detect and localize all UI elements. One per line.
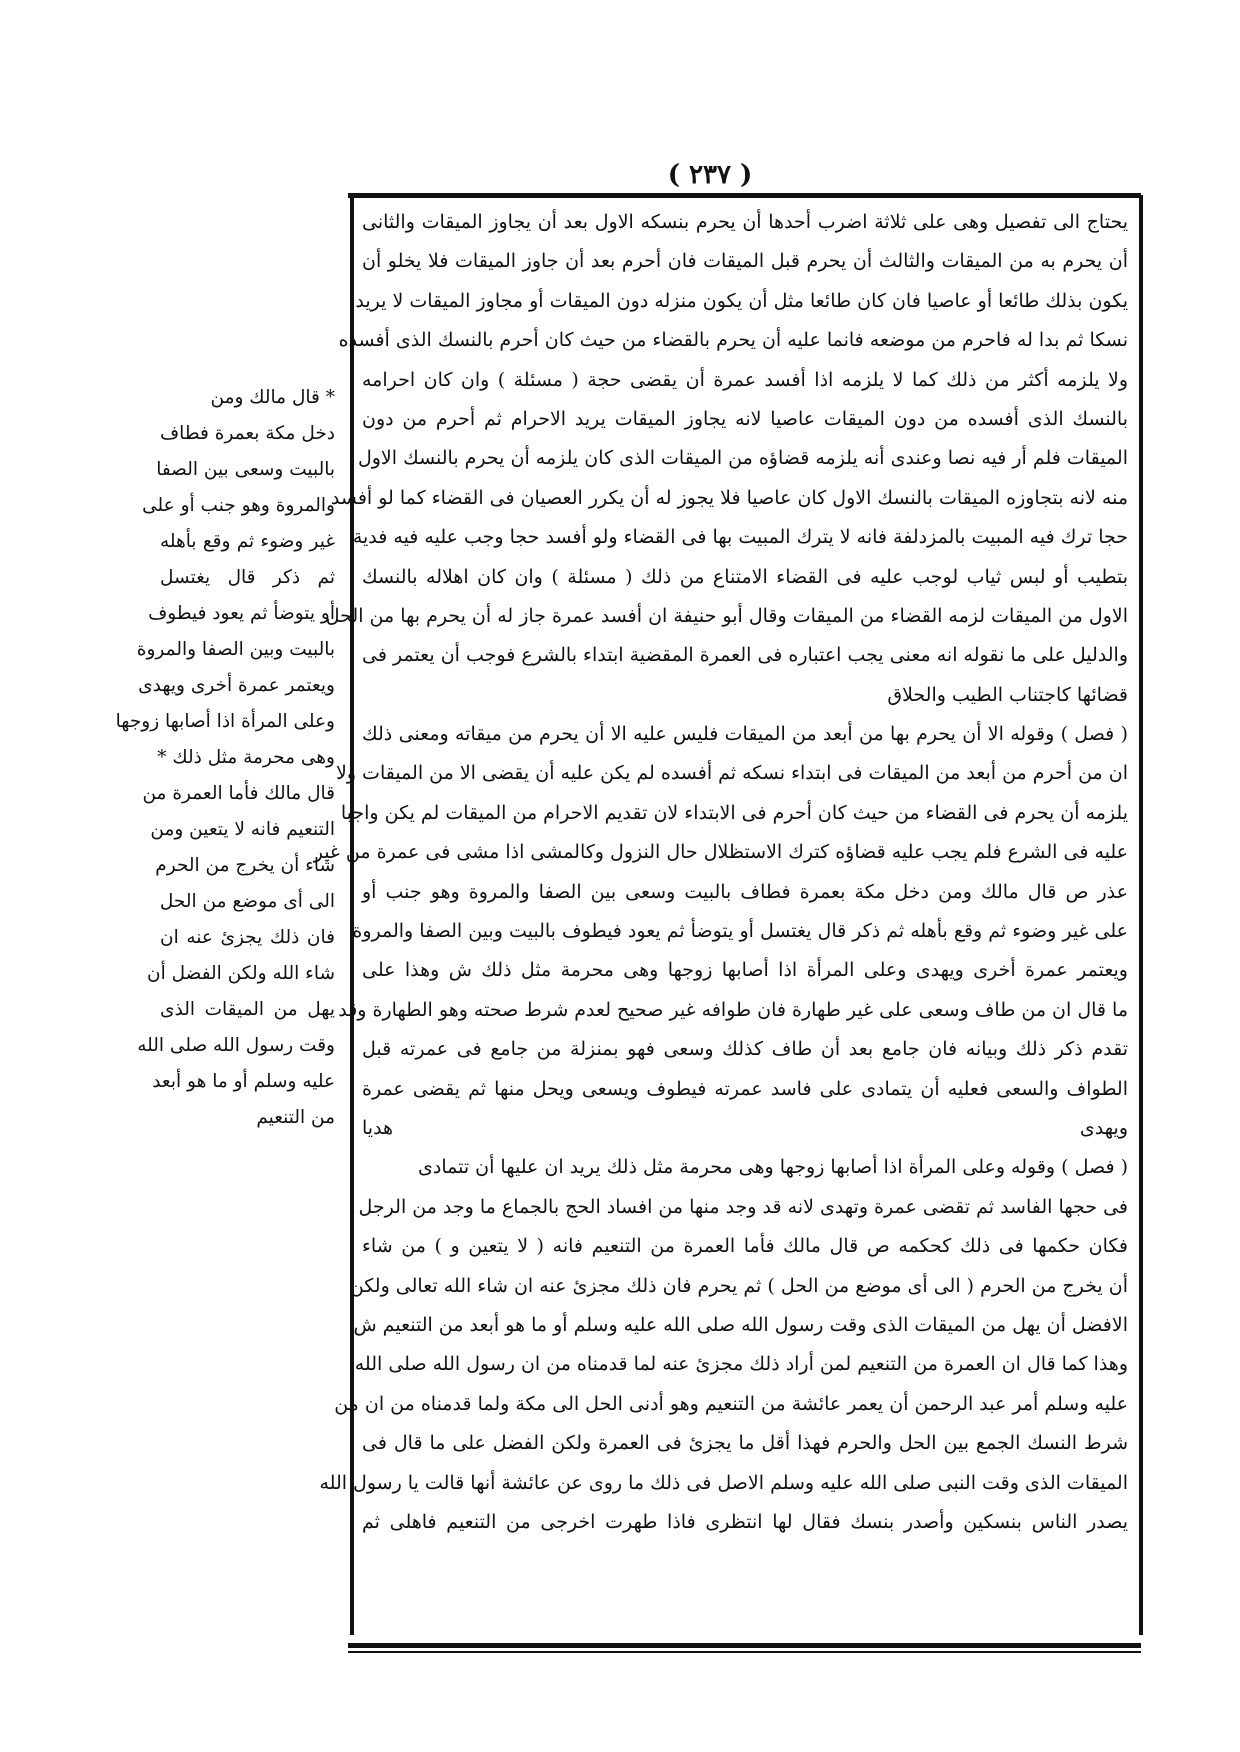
margin-text-line: دخل مكة بعمرة فطاف [160,423,335,444]
main-text-line: يحتاج الى تفصيل وهى على ثلاثة اضرب أحدها أن يحرم بنسكه الاول بعد أن يجاوز الميقات والثانى [362,211,1128,233]
margin-text-block [115,380,335,1136]
main-text-line: على غير وضوء ثم وقع بأهله ثم ذكر قال يغتسل أو يتوضأ ثم يعود فيطوف بالبيت وبين الصفا والمروة [352,920,1128,943]
main-text-line: نسكا ثم بدا له فاحرم من موضعه فانما عليه أن يحرم بالقضاء من حيث كان أحرم بالنسك الذى أفسده [338,329,1128,352]
main-text-line: منه لانه بتجاوزه الميقات بالنسك الاول كان عاصيا فلا يجوز له أن يكرر العصيان فى القضاء كما لو أفسد [330,486,1128,509]
main-text-line: ان من أحرم من أبعد من الميقات فى ابتداء نسكه ثم أفسده لم يكن عليه أن يقضى الا من الميقات ولا [336,762,1128,785]
main-text-line: الميقات فلم أر فيه نصا وعندى أنه يلزمه قضاؤه من الميقات الذى كان يلزمه أن يحرم بالنسك الاول [357,447,1128,470]
main-text-line: قضائها كاجتناب الطيب والحلاق [887,683,1128,706]
main-text-line: يصدر الناس بنسكين وأصدر بنسك فقال لها انتظرى فاذا طهرت اخرجى من التنعيم فاهلى ثم [362,1510,1128,1533]
main-text-line: عليه فى الشرع فلم يجب عليه قضاؤه كترك الاستظلال حال النزول وكالمشى اذا مشى فى عمرة من غير [313,841,1128,864]
main-text-line: الافضل أن يهل من الميقات الذى وقت رسول الله صلى الله عليه وسلم أو ما هو أبعد من التنعيم ش [353,1313,1128,1336]
margin-text-line: ويعتمر عمرة أخرى ويهدى [138,675,335,696]
main-text-line: حجا ترك فيه المبيت بالمزدلفة فانه لا يترك المبيت بها فى القضاء ولو أفسد حجا وجب عليه فيه فدية [352,526,1128,549]
main-text-line: تقدم ذكر ذلك وبيانه فان جامع بعد أن طاف كذلك وسعى فهو بمنزلة من جامع فى عمرته قبل [362,1038,1128,1061]
main-text-line: ويهدى هديا [362,1116,1128,1139]
main-text-line: ما قال ان من طاف وسعى على غير طهارة فان طوافه غير صحيح لعدم شرط صحته وهو الطهارة وقد [338,998,1128,1021]
main-text-block [313,203,1129,1542]
margin-text-line: غير وضوء ثم وقع بأهله [160,531,335,552]
main-text-line: ( فصل ) وقوله الا أن يحرم بها من أبعد من الميقات فليس عليه الا أن يحرم من ميقاته ومعنى ذلك [362,723,1128,746]
margin-text-line: وهى محرمة مثل ذلك * [157,747,335,768]
main-text-line: وهذا كما قال ان العمرة من التنعيم لمن أراد ذلك مجزئ عنه لما قدمناه من ان رسول الله صلى الله [354,1353,1128,1376]
main-text-line: ويعتمر عمرة أخرى ويهدى وعلى المرأة اذا أصابها زوجها وهى محرمة مثل ذلك ش وهذا على [362,959,1128,982]
margin-text-line: شاء الله ولكن الفضل أن [147,963,335,984]
main-text-line: أن يحرم به من الميقات والثالث أن يحرم قبل الميقات فان أحرم بعد أن جاوز الميقات فلا يخلو أن [362,250,1128,273]
main-text-line: أن يخرج من الحرم ( الى أى موضع من الحل ) ثم يحرم فان ذلك مجزئ عنه ان شاء الله تعالى ولكن [349,1274,1128,1297]
margin-text-line: التنعيم فانه لا يتعين ومن [150,819,335,840]
page-number: ( ٢٣٧ ) [667,160,753,190]
main-text-line: الاول من الميقات لزمه القضاء من الميقات وقال أبو حنيفة ان أفسد عمرة جاز له أن يحرم بها من الحل [325,604,1128,627]
main-text-line: شرط النسك الجمع بين الحل والحرم فهذا أقل ما يجزئ فى العمرة ولكن الفضل على ما قال فى [362,1432,1128,1455]
margin-text-line: بالبيت وبين الصفا والمروة [136,639,335,660]
main-text-line: عذر ص قال مالك ومن دخل مكة بعمرة فطاف بالبيت وسعى بين الصفا والمروة وهو جنب أو [362,880,1128,903]
main-text-line: فكان حكمها فى ذلك كحكمه ص قال مالك فأما العمرة من التنعيم فانه ( لا يتعين و ) من شاء [362,1235,1128,1258]
main-text-line: عليه وسلم أمر عبد الرحمن أن يعمر عائشة من التنعيم وهو أدنى الحل الى مكة ولما قدمناه من ان من [334,1392,1128,1415]
margin-text-line: فان ذلك يجزئ عنه ان [160,927,335,948]
main-text-line: الطواف والسعى فعليه أن يتمادى على فاسد عمرته فيطوف ويسعى ويحل منها ثم يقضى عمرة [362,1077,1128,1100]
main-text-line: بتطيب أو لبس ثياب لوجب عليه فى القضاء الامتناع من ذلك ( مسئلة ) وان كان اهلاله بالنسك [362,565,1128,588]
margin-text-line: ثم ذكر قال يغتسل [160,567,335,588]
main-text-line: والدليل على ما نقوله انه معنى يجب اعتباره فى العمرة المقضية ابتداء بالشرع فوجب أن يعتمر فى [362,644,1128,667]
main-text-line: بالنسك الذى أفسده من دون الميقات عاصيا لانه يجاوز الميقات يريد الاحرام ثم أحرم من دون [362,407,1128,430]
margin-text-line: أو يتوضأ ثم يعود فيطوف [148,603,335,624]
bottom-rule [348,1643,1141,1648]
main-text-line: ( فصل ) وقوله وعلى المرأة اذا أصابها زوجها وهى محرمة مثل ذلك يريد ان عليها أن تتمادى [417,1156,1128,1179]
bottom-rule-thin [348,1651,1141,1653]
margin-text-line: وعلى المرأة اذا أصابها زوجها [115,711,335,732]
margin-text-line: وقت رسول الله صلى الله [137,1035,335,1056]
main-text-line: فى حجها الفاسد ثم تقضى عمرة وتهدى لانه قد وجد منها من افساد الحج بالجماع ما وجد من الرجل [358,1195,1128,1218]
main-text-line: يكون بذلك طائعا أو عاصيا فان كان طائعا مثل أن يكون منزله دون الميقات أو مجاوز الميقات لا يريد [355,289,1128,312]
main-text-line: الميقات الذى وقت النبى صلى الله عليه وسلم الاصل فى ذلك ما روى عن عائشة أنها قالت يا رسول الله [319,1471,1128,1494]
margin-text-line: من التنعيم [256,1107,335,1128]
main-text-line: يلزمه أن يحرم فى القضاء من حيث كان أحرم فى الابتداء لان تقديم الاحرام من الميقات لم يكن واجبا [340,801,1128,824]
margin-text-line: عليه وسلم أو ما هو أبعد [152,1071,335,1092]
margin-text-line: بالبيت وسعى بين الصفا [156,459,335,480]
main-text-line: ولا يلزمه أكثر من ذلك كما لا يلزمه اذا أفسد عمرة أن يقضى حجة ( مسئلة ) وان كان احرامه [362,368,1129,391]
margin-text-line: شاء أن يخرج من الحرم [155,855,335,876]
margin-text-line: * قال مالك ومن [210,387,335,408]
margin-text-line: يهل من الميقات الذى [160,999,335,1020]
margin-text-line: والمروة وهو جنب أو على [142,495,335,516]
margin-text-line: الى أى موضع من الحل [159,891,335,912]
margin-text-line: قال مالك فأما العمرة من [142,783,335,804]
